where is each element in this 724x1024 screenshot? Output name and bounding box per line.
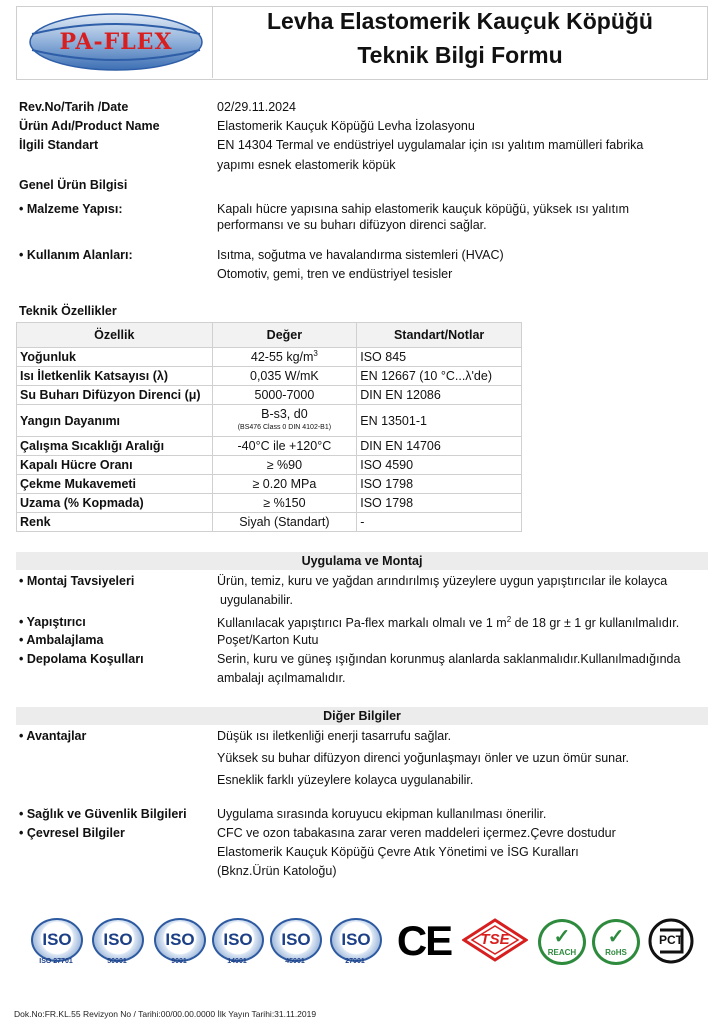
spec-note: EN 12667 (10 °C...λ'de) bbox=[357, 367, 522, 386]
iso-code: 9001 bbox=[171, 958, 187, 965]
iso-text: ISO bbox=[103, 930, 133, 949]
iso-text: ISO bbox=[341, 930, 371, 949]
application-heading: Uygulama ve Montaj bbox=[16, 552, 708, 570]
specs-heading: Teknik Özellikler bbox=[19, 304, 117, 318]
col-property-header: Özellik bbox=[17, 323, 213, 348]
spec-note: DIN EN 14706 bbox=[357, 437, 522, 456]
iso-text: ISO bbox=[281, 930, 311, 949]
iso-50001-badge bbox=[88, 918, 146, 968]
spec-note: ISO 1798 bbox=[357, 494, 522, 513]
storage-label: • Depolama Koşulları bbox=[19, 652, 144, 666]
iso-code: 27001 bbox=[345, 958, 365, 965]
iso-14001-badge bbox=[208, 918, 266, 968]
spec-value: 5000-7000 bbox=[212, 386, 357, 405]
tse-text: TSE bbox=[480, 931, 510, 948]
adhesive-text bbox=[217, 615, 679, 630]
iso-globe-icon bbox=[270, 918, 322, 962]
table-row bbox=[17, 348, 522, 367]
spec-property: Kapalı Hücre Oranı bbox=[17, 456, 213, 475]
env-text-1: CFC ve ozon tabakasına zarar veren maddeleri içermez.Çevre dostudur bbox=[217, 826, 616, 840]
spec-property: Uzama (% Kopmada) bbox=[17, 494, 213, 513]
spec-value-text: 42-55 kg/m bbox=[250, 350, 314, 365]
table-row bbox=[17, 405, 522, 437]
spec-value: -40°C ile +120°C bbox=[212, 437, 357, 456]
spec-property: Isı İletkenlik Katsayısı (λ) bbox=[17, 367, 213, 386]
advantage-3: Esneklik farklı yüzeylere kolayca uygulanabilir. bbox=[217, 773, 474, 787]
col-notes-header: Standart/Notlar bbox=[357, 323, 522, 348]
spec-value: ≥ %150 bbox=[212, 494, 357, 513]
spec-value: ≥ 0.20 MPa bbox=[212, 475, 357, 494]
iso-globe-icon bbox=[212, 918, 264, 962]
pct-text: PCT bbox=[659, 933, 683, 947]
table-row bbox=[17, 456, 522, 475]
pack-label: • Ambalajlama bbox=[19, 633, 104, 647]
material-label: • Malzeme Yapısı: bbox=[19, 202, 123, 216]
iso-code: 14001 bbox=[227, 958, 247, 965]
col-value-header: Değer bbox=[212, 323, 357, 348]
storage-text-1: Serin, kuru ve güneş ışığından korunmuş alanlarda saklanmalıdır.Kullanılmadığında bbox=[217, 652, 681, 666]
rev-label: Rev.No/Tarih /Date bbox=[19, 100, 129, 114]
advantages-label: • Avantajlar bbox=[19, 729, 87, 743]
rohs-badge-icon bbox=[592, 919, 640, 965]
storage-text-2: ambalajı açılmamalıdır. bbox=[217, 671, 346, 685]
iso-text: ISO bbox=[223, 930, 253, 949]
rohs-check-icon: ✓ bbox=[607, 926, 625, 948]
iso-globe-icon bbox=[154, 918, 206, 962]
ce-mark-icon: CE bbox=[396, 917, 452, 964]
pack-value: Poşet/Karton Kutu bbox=[217, 633, 319, 647]
material-value-1: Kapalı hücre yapısına sahip elastomerik kauçuk köpüğü, yüksek ısı yalıtım bbox=[217, 202, 630, 216]
table-row bbox=[17, 437, 522, 456]
iso-globe-icon bbox=[92, 918, 144, 962]
spec-note: ISO 1798 bbox=[357, 475, 522, 494]
spec-property: Yoğunluk bbox=[17, 348, 213, 367]
specs-table bbox=[16, 322, 522, 532]
rohs-text: RoHS bbox=[605, 948, 627, 957]
env-label: • Çevresel Bilgiler bbox=[19, 826, 125, 840]
usage-value-1: Isıtma, soğutma ve havalandırma sistemleri (HVAC) bbox=[217, 248, 504, 262]
health-label: • Sağlık ve Güvenlik Bilgileri bbox=[19, 807, 187, 821]
iso-9001-badge bbox=[150, 918, 208, 968]
standard-value-2: yapımı esnek elastomerik köpük bbox=[217, 158, 396, 172]
spec-property: Renk bbox=[17, 513, 213, 532]
iso-code: 50001 bbox=[107, 958, 127, 965]
logo-text: PA-FLEX bbox=[59, 29, 173, 55]
spec-note: EN 13501-1 bbox=[357, 405, 522, 437]
pct-logo-icon bbox=[646, 918, 696, 964]
spec-value bbox=[212, 405, 357, 437]
mount-text-1: Ürün, temiz, kuru ve yağdan arındırılmış yüzeylere uygun yapıştırıcılar ile kolayca bbox=[217, 574, 668, 588]
advantage-1: Düşük ısı iletkenliği enerji tasarrufu sağlar. bbox=[217, 729, 452, 743]
iso-text: ISO bbox=[165, 930, 195, 949]
general-heading: Genel Ürün Bilgisi bbox=[19, 178, 128, 192]
reach-text: REACH bbox=[547, 948, 577, 957]
table-row bbox=[17, 513, 522, 532]
adhesive-sup: 2 bbox=[506, 615, 512, 624]
table-row bbox=[17, 386, 522, 405]
spec-value-small: (BS476 Class 0 DIN 4102-B1) bbox=[237, 423, 332, 431]
iso-text: ISO bbox=[42, 930, 72, 949]
iso-globe-icon bbox=[31, 918, 83, 962]
reach-check-icon: ✓ bbox=[553, 926, 571, 948]
spec-note: DIN EN 12086 bbox=[357, 386, 522, 405]
env-text-2: Elastomerik Kauçuk Köpüğü Çevre Atık Yönetimi ve İSG Kuralları bbox=[217, 845, 579, 859]
spec-value: ≥ %90 bbox=[212, 456, 357, 475]
spec-note: ISO 4590 bbox=[357, 456, 522, 475]
specs-header-row bbox=[17, 323, 522, 348]
advantage-2: Yüksek su buhar difüzyon direnci yoğunlaşmayı önler ve uzun ömür sunar. bbox=[217, 751, 630, 765]
spec-value: 0,035 W/mK bbox=[212, 367, 357, 386]
spec-property: Çekme Mukavemeti bbox=[17, 475, 213, 494]
spec-note: - bbox=[357, 513, 522, 532]
product-value: Elastomerik Kauçuk Köpüğü Levha İzolasyonu bbox=[217, 119, 475, 133]
adhesive-text-a: Kullanılacak yapıştırıcı Pa-flex markalı olmalı ve 1 m bbox=[217, 616, 507, 631]
standard-value-1: EN 14304 Termal ve endüstriyel uygulamalar için ısı yalıtım mamülleri fabrika bbox=[217, 138, 644, 152]
iso-27701-badge bbox=[26, 918, 86, 968]
page-title-line1: Levha Elastomerik Kauçuk Köpüğü bbox=[267, 8, 653, 34]
document-footer: Dok.No:FR.KL.55 Revizyon No / Tarihi:00/00.00.0000 İlk Yayın Tarihi:31.11.2019 bbox=[14, 1009, 317, 1019]
spec-property: Su Buharı Difüzyon Direnci (μ) bbox=[17, 386, 213, 405]
other-heading: Diğer Bilgiler bbox=[16, 707, 708, 725]
spec-value bbox=[212, 348, 357, 367]
reach-badge-icon bbox=[538, 919, 586, 965]
adhesive-label: • Yapıştırıcı bbox=[19, 615, 86, 629]
tse-logo-icon bbox=[462, 918, 528, 962]
spec-value-text: B-s3, d0 bbox=[261, 406, 308, 421]
rev-value: 02/29.11.2024 bbox=[217, 100, 297, 114]
material-value-2: performansı ve su buharı difüzyon direnci sağlar. bbox=[217, 218, 487, 232]
iso-45001-badge bbox=[266, 918, 324, 968]
adhesive-text-b: de 18 gr ± 1 gr kullanılmalıdır. bbox=[511, 616, 680, 631]
usage-value-2: Otomotiv, gemi, tren ve endüstriyel tesisler bbox=[217, 267, 453, 281]
spec-value: Siyah (Standart) bbox=[212, 513, 357, 532]
spec-value-sup: 3 bbox=[313, 349, 318, 359]
iso-27001-badge bbox=[326, 918, 384, 968]
table-row bbox=[17, 475, 522, 494]
page-title-line2: Teknik Bilgi Formu bbox=[357, 42, 563, 68]
company-logo bbox=[28, 10, 204, 74]
iso-globe-icon bbox=[330, 918, 382, 962]
iso-code: 45001 bbox=[285, 958, 305, 965]
iso-code: ISO 27701 bbox=[39, 958, 73, 965]
table-row bbox=[17, 367, 522, 386]
spec-property: Yangın Dayanımı bbox=[17, 405, 213, 437]
table-row bbox=[17, 494, 522, 513]
env-text-3: (Bknz.Ürün Katoloğu) bbox=[217, 864, 337, 878]
spec-property: Çalışma Sıcaklığı Aralığı bbox=[17, 437, 213, 456]
standard-label: İlgili Standart bbox=[19, 138, 99, 152]
health-value: Uygulama sırasında koruyucu ekipman kullanılması önerilir. bbox=[217, 807, 547, 821]
product-label: Ürün Adı/Product Name bbox=[19, 119, 160, 133]
mount-text-2: uygulanabilir. bbox=[220, 593, 293, 607]
spec-note: ISO 845 bbox=[357, 348, 522, 367]
mount-label: • Montaj Tavsiyeleri bbox=[19, 574, 135, 588]
usage-label: • Kullanım Alanları: bbox=[19, 248, 133, 262]
